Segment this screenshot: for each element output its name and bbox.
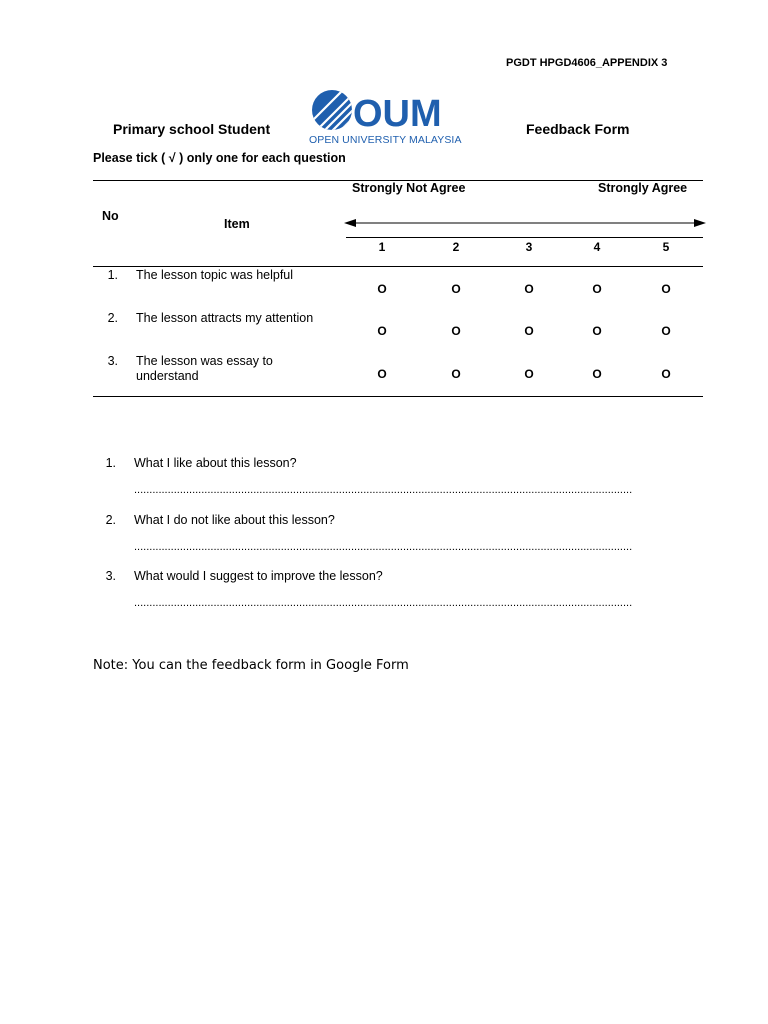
form-title-left: Primary school Student xyxy=(113,121,271,137)
table-bottom-rule xyxy=(93,396,703,397)
column-header-item: Item xyxy=(224,217,250,231)
question-number: 2. xyxy=(105,513,116,527)
row-item-text xyxy=(136,354,336,384)
instruction-text: Please tick ( √ ) only one for each question xyxy=(93,151,346,165)
row-number: 2. xyxy=(107,311,118,325)
row-number: 3. xyxy=(107,354,118,368)
rating-option-row2-1[interactable]: O xyxy=(377,324,387,338)
scale-number-4: 4 xyxy=(593,240,601,254)
scale-low-label: Strongly Not Agree xyxy=(352,181,466,195)
rating-option-row3-3[interactable]: O xyxy=(524,367,534,381)
form-title-right: Feedback Form xyxy=(526,121,630,137)
row-item-line: understand xyxy=(136,369,199,383)
scale-number-5: 5 xyxy=(662,240,670,254)
row-item-text xyxy=(136,311,336,326)
answer-line-3[interactable]: ................................................................................................................................................................... xyxy=(134,597,633,609)
scale-high-label: Strongly Agree xyxy=(598,181,688,195)
rating-option-row2-4[interactable]: O xyxy=(592,324,602,338)
row-item-text xyxy=(136,268,336,283)
question-text: What I like about this lesson? xyxy=(134,456,297,470)
appendix-code: PGDT HPGD4606_APPENDIX 3 xyxy=(506,57,668,69)
rating-option-row1-1[interactable]: O xyxy=(377,282,387,296)
rating-option-row3-5[interactable]: O xyxy=(661,367,671,381)
rating-option-row2-5[interactable]: O xyxy=(661,324,671,338)
scale-number-1: 1 xyxy=(378,240,386,254)
row-number: 1. xyxy=(107,268,118,282)
logo-abbrev: OUM xyxy=(353,93,442,135)
rating-option-row1-4[interactable]: O xyxy=(592,282,602,296)
rating-option-row1-3[interactable]: O xyxy=(524,282,534,296)
rating-option-row1-5[interactable]: O xyxy=(661,282,671,296)
question-number: 3. xyxy=(105,569,116,583)
logo-full-name: OPEN UNIVERSITY MALAYSIA xyxy=(309,134,462,146)
rating-option-row2-3[interactable]: O xyxy=(524,324,534,338)
note-text: Note: You can the feedback form in Google Form xyxy=(93,658,409,673)
row-item-line: The lesson topic was helpful xyxy=(136,268,294,282)
question-text: What I do not like about this lesson? xyxy=(134,513,335,527)
scale-rule xyxy=(346,237,703,238)
rating-option-row3-2[interactable]: O xyxy=(451,367,461,381)
table-header-rule xyxy=(93,266,703,267)
rating-option-row3-4[interactable]: O xyxy=(592,367,602,381)
row-item-line: The lesson attracts my attention xyxy=(136,311,314,325)
question-text: What would I suggest to improve the lesson? xyxy=(134,569,383,583)
row-item-line: The lesson was essay to xyxy=(136,354,273,368)
question-number: 1. xyxy=(105,456,116,470)
rating-option-row2-2[interactable]: O xyxy=(451,324,461,338)
scale-arrow xyxy=(344,216,706,230)
rating-option-row1-2[interactable]: O xyxy=(451,282,461,296)
answer-line-2[interactable]: ................................................................................................................................................................... xyxy=(134,541,633,553)
scale-number-2: 2 xyxy=(452,240,460,254)
scale-number-3: 3 xyxy=(525,240,533,254)
column-header-no: No xyxy=(102,209,119,223)
rating-option-row3-1[interactable]: O xyxy=(377,367,387,381)
answer-line-1[interactable]: ................................................................................................................................................................... xyxy=(134,484,633,496)
